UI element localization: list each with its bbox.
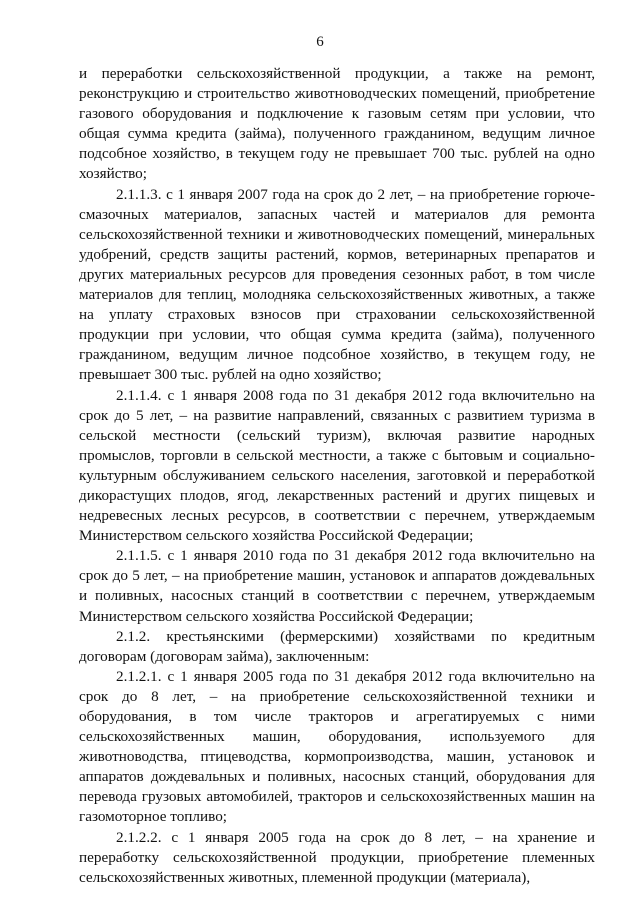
paragraph-2-1-2: 2.1.2. крестьянскими (фермерскими) хозяйствами по кредитным договорам (договорам займа), заключенным: bbox=[79, 627, 595, 665]
paragraph-2-1-1-4: 2.1.1.4. с 1 января 2008 года по 31 декабря 2012 года включительно на срок до 5 лет, – на развитие направлений, связанных с развитием туризма в сельской местности (сельский туризм), включая развитие народных промыслов, торговли в сельской местности, а также с бытовым и социально-культурным обслуживанием сельского населения, заготовкой и переработкой дикорастущих плодов, ягод, лекарственных растений и других пищевых и недревесных лесных ресурсов, в соответствии с перечнем, утверждаемым Министерством сельского хозяйства Российской Федерации; bbox=[79, 386, 595, 545]
paragraph-2-1-1-5: 2.1.1.5. с 1 января 2010 года по 31 декабря 2012 года включительно на срок до 5 лет, – на приобретение машин, установок и аппаратов дождевальных и поливных, насосных станций в соответствии с перечнем, утверждаемым Министерством сельского хозяйства Российской Федерации; bbox=[79, 547, 595, 625]
document-body bbox=[79, 64, 595, 888]
paragraph-continuation: и переработки сельскохозяйственной продукции, а также на ремонт, реконструкцию и строительство животноводческих помещений, приобретение газового оборудования и подключение к газовым сетям при условии, что общая сумма кредита (займа), полученного гражданином, ведущим личное подсобное хозяйство, в текущем году не превышает 700 тыс. рублей на одно хозяйство; bbox=[79, 65, 595, 183]
paragraph-2-1-2-1: 2.1.2.1. с 1 января 2005 года по 31 декабря 2012 года включительно на срок до 8 лет, – на приобретение сельскохозяйственной техники и оборудования, в том числе тракторов и агрегатируемых с ними сельскохозяйственных машин, оборудования, используемого для животноводства, птицеводства, кормопроизводства, машин, установок и аппаратов дождевальных и поливных, насосных станций, оборудования для перевода грузовых автомобилей, тракторов и сельскохозяйственных машин на газомоторное топливо; bbox=[79, 667, 595, 826]
paragraph-2-1-2-2: 2.1.2.2. с 1 января 2005 года на срок до 8 лет, – на хранение и переработку сельскохозяйственной продукции, приобретение племенных сельскохозяйственных животных, племенной продукции (материала), bbox=[79, 828, 595, 886]
page-number: 6 bbox=[316, 34, 324, 50]
paragraph-2-1-1-3: 2.1.1.3. с 1 января 2007 года на срок до 2 лет, – на приобретение горюче-смазочных материалов, запасных частей и материалов для ремонта сельскохозяйственной техники и животноводческих помещений, минеральных удобрений, средств защиты растений, кормов, ветеринарных препаратов и других материальных ресурсов для проведения сезонных работ, в том числе материалов для теплиц, молодняка сельскохозяйственных животных, а также на уплату страховых взносов при страховании сельскохозяйственной продукции при условии, что общая сумма кредита (займа), полученного гражданином, ведущим личное подсобное хозяйство, в текущем году, не превышает 300 тыс. рублей на одно хозяйство; bbox=[79, 185, 595, 384]
